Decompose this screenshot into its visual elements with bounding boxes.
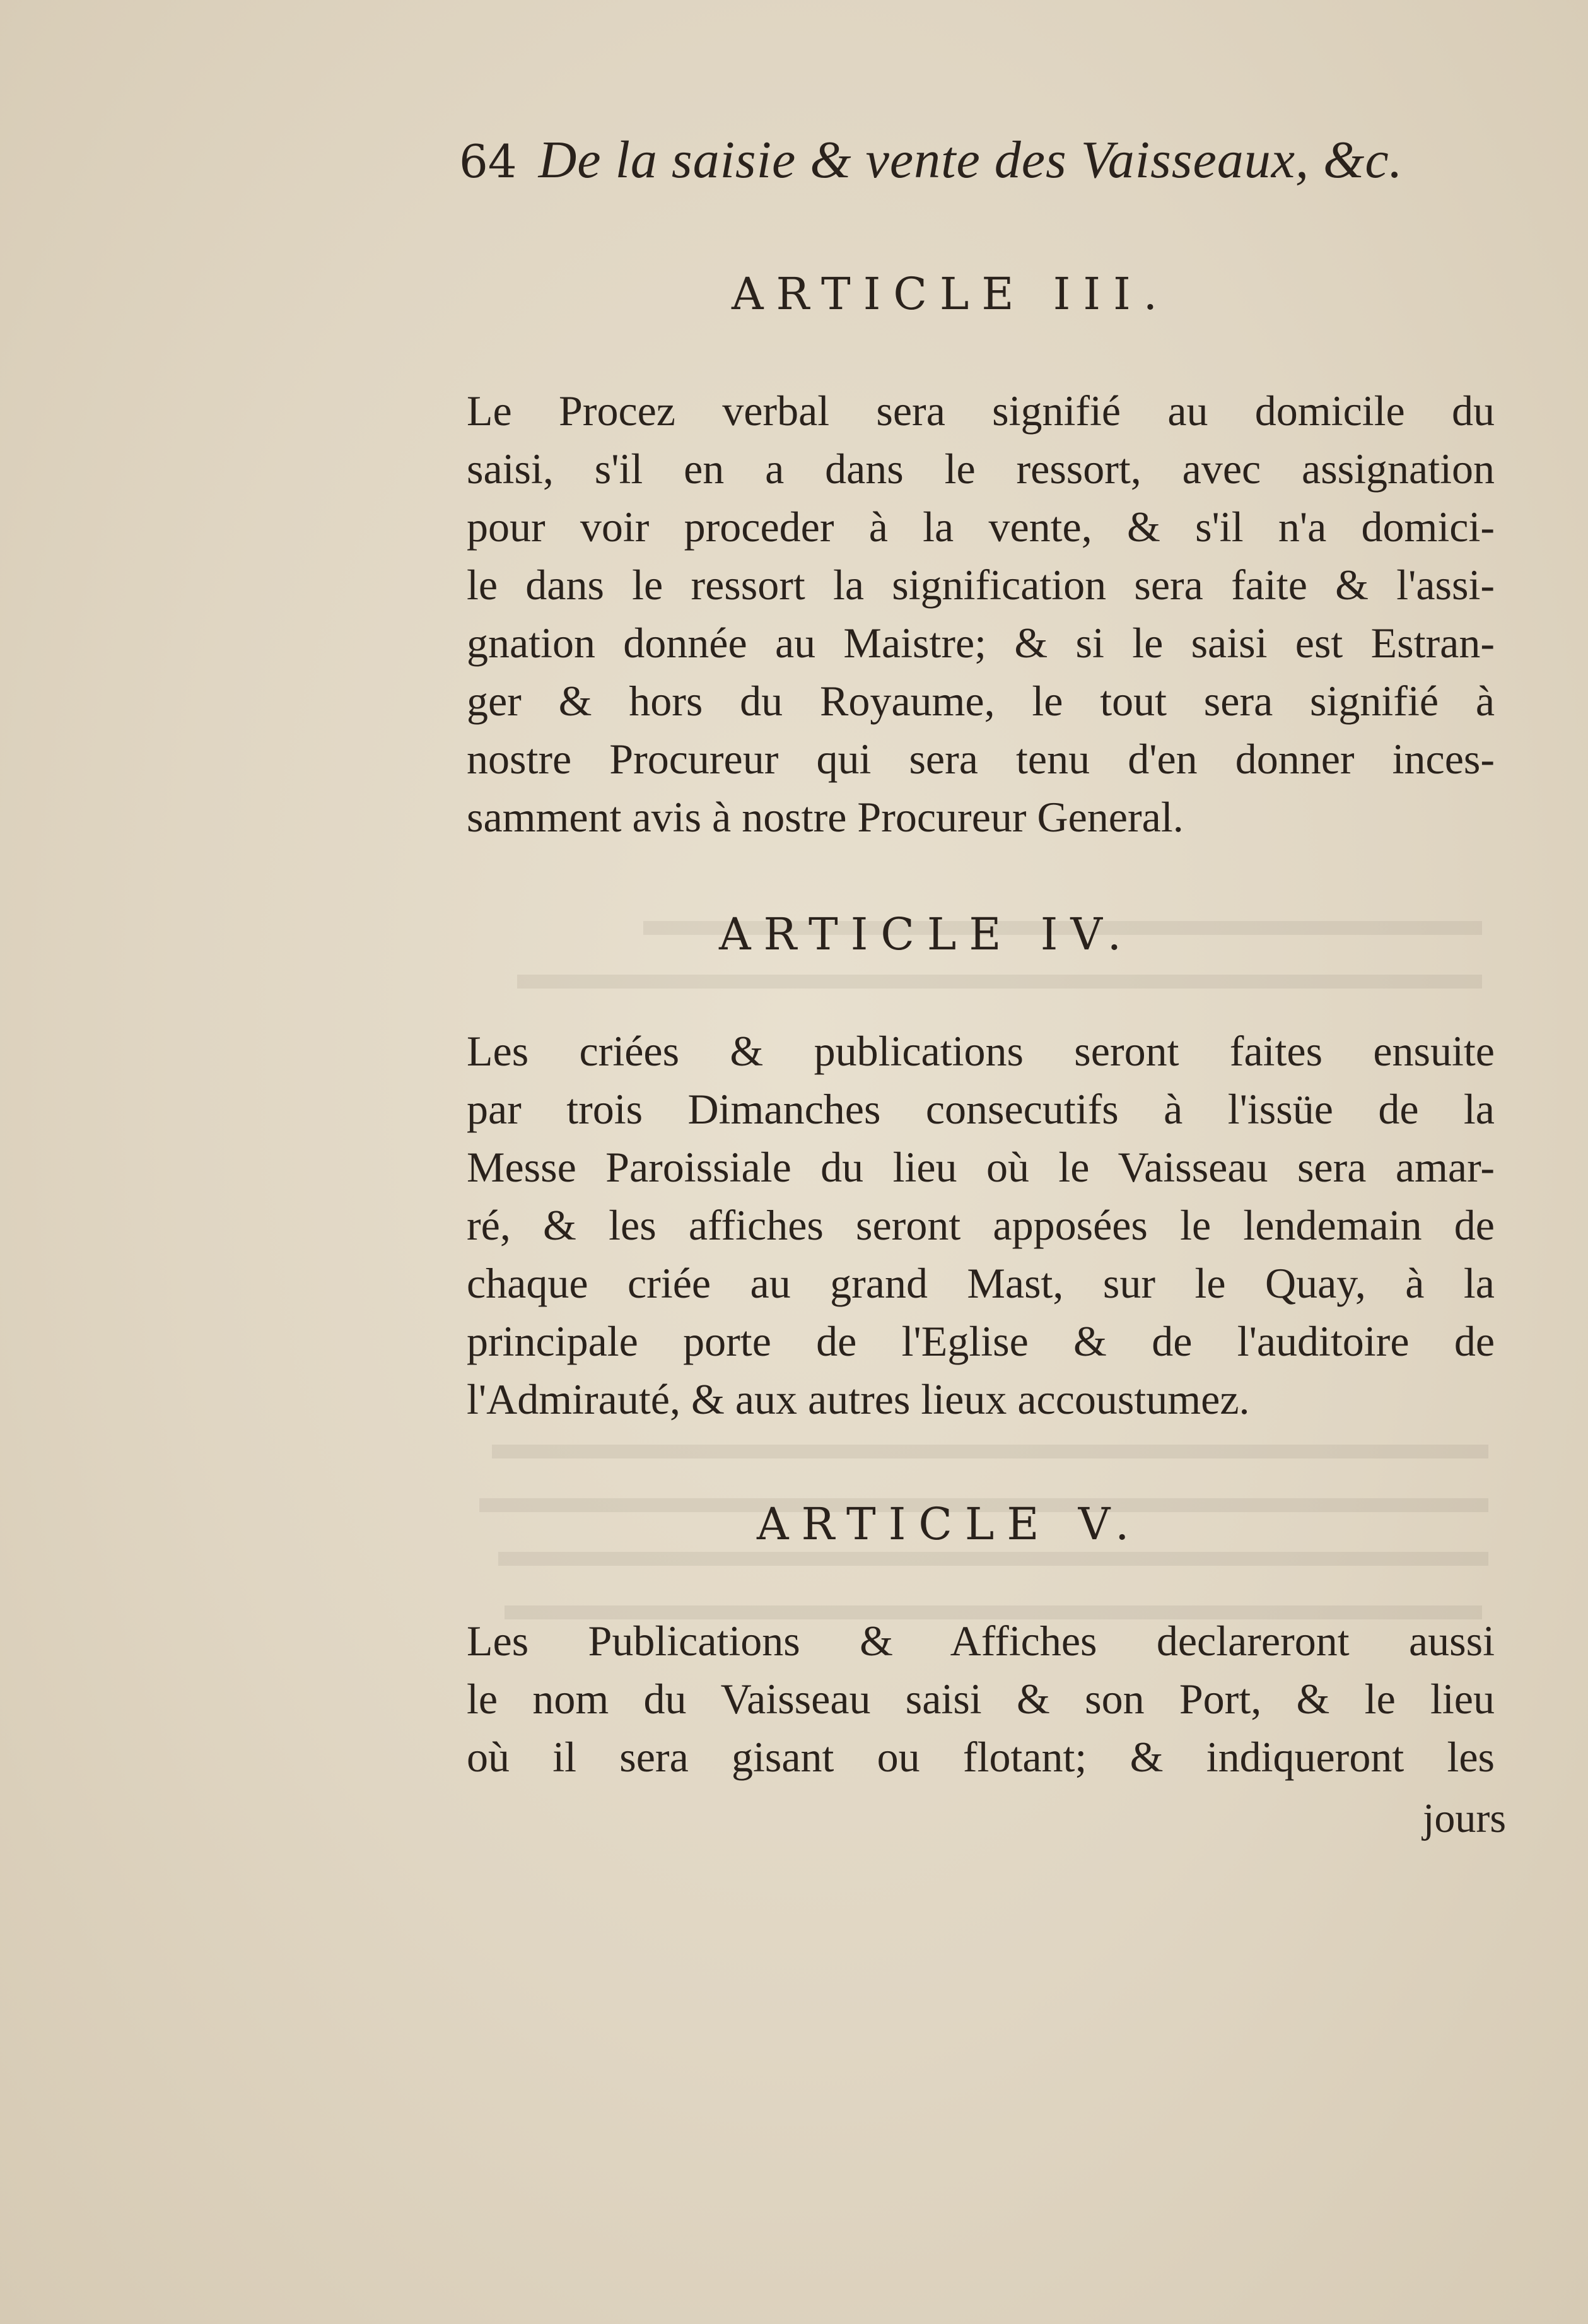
text-line: samment avis à nostre Procureur General. (467, 793, 1184, 841)
text-line: saisi, s'il en a dans le ressort, avec assignation (467, 445, 1495, 493)
text-line: principale porte de l'Eglise & de l'auditoire de (467, 1317, 1495, 1365)
text-line: Le Procez verbal sera signifié au domicile du (467, 387, 1495, 435)
text-line: Les criées & publications seront faites ensuite (467, 1027, 1495, 1075)
text-line: l'Admirauté, & aux autres lieux accoustumez. (467, 1375, 1250, 1423)
text-line: par trois Dimanches consecutifs à l'issüe de la (467, 1085, 1495, 1133)
article-text-4 (467, 1022, 1495, 1428)
text-line: où il sera gisant ou flotant; & indiqueront les (467, 1733, 1495, 1781)
article-heading-5: ARTICLE V. (757, 1498, 1142, 1550)
running-head (459, 129, 1481, 199)
text-line: nostre Procureur qui sera tenu d'en donner inces- (467, 735, 1495, 783)
text-line: gnation donnée au Maistre; & si le saisi est Estran- (467, 619, 1495, 667)
text-line: ger & hors du Royaume, le tout sera signifié à (467, 677, 1495, 725)
text-line: Messe Paroissiale du lieu où le Vaisseau sera amar- (467, 1143, 1495, 1191)
text-line: ré, & les affiches seront apposées le lendemain de (467, 1201, 1495, 1249)
text-line: le dans le ressort la signification sera faite & l'assi- (467, 561, 1495, 609)
page-number: 64 (459, 135, 517, 188)
catchword: jours (1423, 1795, 1506, 1841)
article-heading-4: ARTICLE IV. (719, 908, 1134, 960)
text-line: Les Publications & Affiches declareront aussi (467, 1617, 1495, 1665)
running-title: De la saisie & vente des Vaisseaux, &c. (538, 131, 1403, 189)
text-line: pour voir proceder à la vente, & s'il n'a domici- (467, 503, 1495, 551)
text-line: chaque criée au grand Mast, sur le Quay, à la (467, 1259, 1495, 1307)
article-text-5 (467, 1612, 1495, 1786)
article-text-3 (467, 382, 1495, 846)
text-line: le nom du Vaisseau saisi & son Port, & le lieu (467, 1675, 1495, 1723)
article-heading-3: ARTICLE III. (732, 268, 1170, 320)
